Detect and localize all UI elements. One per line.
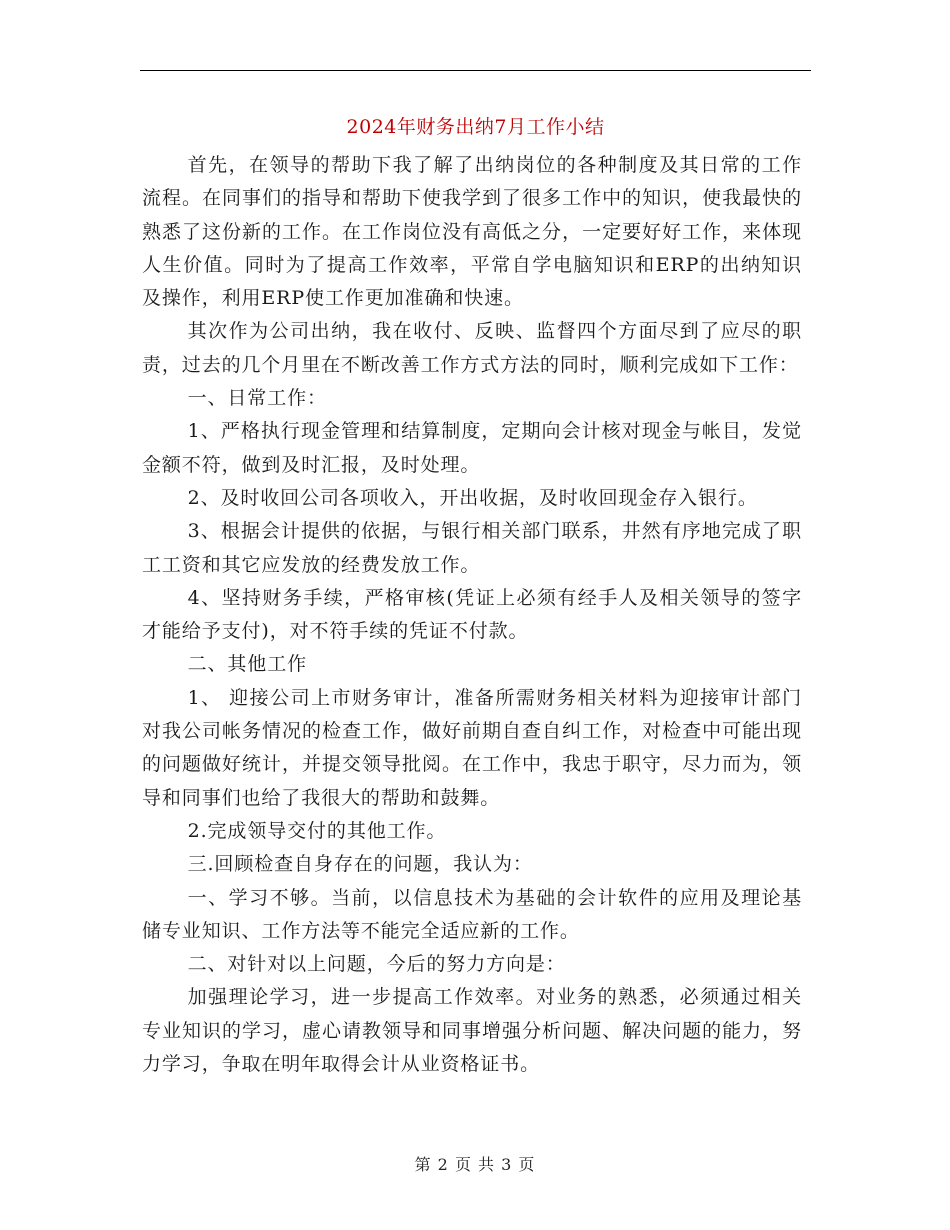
list-item: 2、及时收回公司各项收入，开出收据，及时收回现金存入银行。 bbox=[187, 486, 758, 509]
paragraph-intro: 首先，在领导的帮助下我了解了出纳岗位的各种制度及其日常的工作流程。在同事们的指导和帮助下使我学到了很多工作中的知识，使我最快的熟悉了这份新的工作。在工作岗位没有高低之分，一定要好好工作，来体现人生价值。同时为了提高工作效率，平常自学电脑知识和ERP的出纳知识及操作，利用ERP使工作更加准确和快速。 bbox=[142, 154, 802, 310]
header-rule bbox=[140, 70, 811, 71]
document-body bbox=[142, 149, 802, 1081]
list-item: 4、坚持财务手续，严格审核(凭证上必须有经手人及相关领导的签字才能给予支付)，对不符手续的凭证不付款。 bbox=[142, 586, 802, 643]
list-item: 1、 迎接公司上市财务审计，准备所需财务相关材料为迎接审计部门对我公司帐务情况的检查工作，做好前期自查自纠工作，对检查中可能出现的问题做好统计，并提交领导批阅。在工作中，我忠于职守，尽力而为，领导和同事们也给了我很大的帮助和鼓舞。 bbox=[142, 686, 802, 809]
page-number-footer: 第 2 页 共 3 页 bbox=[414, 1155, 536, 1174]
paragraph-duties: 其次作为公司出纳，我在收付、反映、监督四个方面尽到了应尽的职责，过去的几个月里在不断改善工作方式方法的同时，顺利完成如下工作： bbox=[142, 320, 802, 376]
page-title: 2024年财务出纳7月工作小结 bbox=[346, 116, 605, 138]
list-item: 1、严格执行现金管理和结算制度，定期向会计核对现金与帐目，发觉金额不符，做到及时汇报，及时处理。 bbox=[142, 420, 802, 476]
section-heading-daily-work: 一、日常工作： bbox=[187, 387, 327, 410]
section-heading-review: 三.回顾检查自身存在的问题，我认为： bbox=[187, 853, 533, 876]
list-item: 一、学习不够。当前，以信息技术为基础的会计软件的应用及理论基储专业知识、工作方法等不能完全适应新的工作。 bbox=[142, 886, 802, 942]
list-item: 3、根据会计提供的依据，与银行相关部门联系，井然有序地完成了职工工资和其它应发放的经费发放工作。 bbox=[142, 520, 802, 576]
section-heading-other-work: 二、其他工作 bbox=[187, 653, 307, 676]
list-item: 2.完成领导交付的其他工作。 bbox=[187, 819, 447, 842]
list-item: 二、对针对以上问题，今后的努力方向是： bbox=[187, 953, 566, 976]
paragraph-conclusion: 加强理论学习，进一步提高工作效率。对业务的熟悉，必须通过相关专业知识的学习，虚心请教领导和同事增强分析问题、解决问题的能力，努力学习，争取在明年取得会计从业资格证书。 bbox=[142, 986, 802, 1076]
